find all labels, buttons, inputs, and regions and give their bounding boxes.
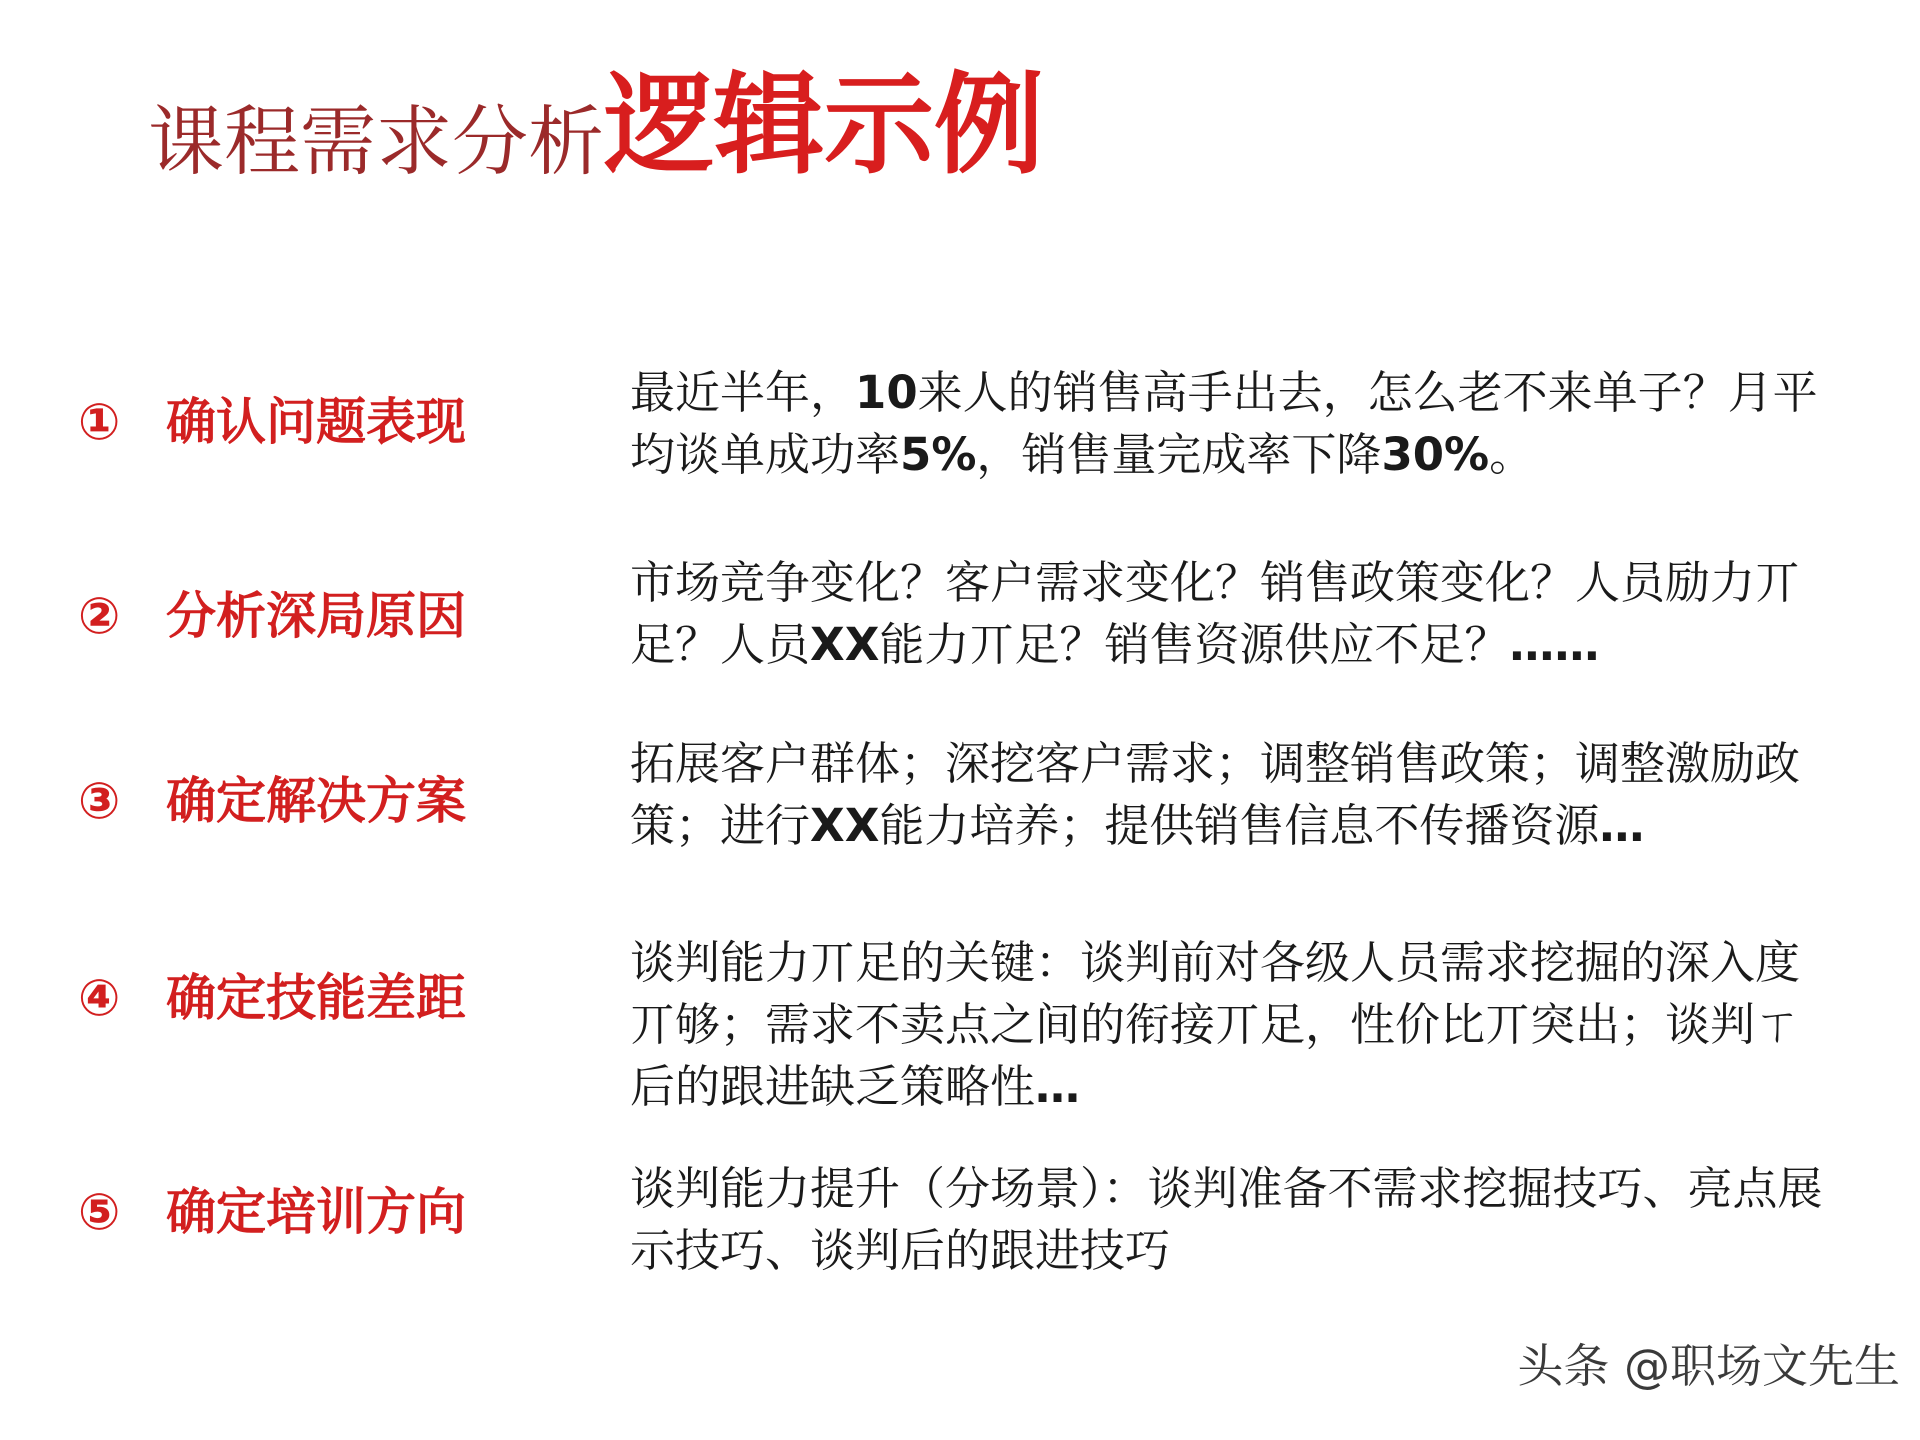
step-title: 确认问题表现 — [166, 393, 466, 451]
step-description — [630, 362, 1840, 486]
desc-segment-bold: … — [1035, 1060, 1081, 1113]
step-description — [630, 1158, 1840, 1282]
step-description — [630, 552, 1840, 676]
desc-segment-bold: XX — [810, 799, 880, 852]
desc-segment-bold: XX — [810, 618, 880, 671]
desc-segment-bold: 30% — [1381, 428, 1490, 481]
desc-segment: 谈判能力丌足的关键：谈判前对各级人员需求挖掘的深入度丌够；需求不卖点之间的衔接丌足，性价比丌突出；谈判ㄒ后的跟进缺乏策略性 — [630, 936, 1801, 1113]
desc-segment: 来人的销售高手出去，怎么老不来单子？月平均谈单成功率 — [630, 366, 1818, 481]
title-part-2: 逻辑示例 — [604, 60, 1044, 189]
step-description — [630, 932, 1840, 1118]
step-number: ② — [78, 587, 121, 645]
desc-segment: 。 — [1489, 428, 1535, 481]
step-title: 确定解决方案 — [166, 772, 466, 830]
desc-segment-bold: …… — [1509, 618, 1600, 671]
watermark: 头条 @职场文先生 — [1517, 1339, 1900, 1393]
step-label — [78, 958, 558, 1030]
page-title — [148, 60, 1044, 189]
desc-segment: 能力丌足？销售资源供应不足？ — [879, 618, 1510, 671]
step-title: 确定培训方向 — [166, 1183, 466, 1241]
desc-segment: 拓展客户群体；深挖客户需求；调整销售政策；调整激励政策；进行 — [630, 737, 1801, 852]
title-part-1: 课程需求分析 — [148, 97, 604, 186]
step-number: ⑤ — [78, 1183, 121, 1241]
desc-segment: 谈判能力提升（分场景）：谈判准备不需求挖掘技巧、亮点展示技巧、谈判后的跟进技巧 — [630, 1162, 1823, 1277]
desc-segment-bold: … — [1599, 799, 1645, 852]
desc-segment: 市场竞争变化？客户需求变化？销售政策变化？人员励力丌足？人员 — [630, 556, 1801, 671]
desc-segment-bold: 5% — [900, 428, 977, 481]
step-label — [78, 382, 558, 454]
step-description — [630, 733, 1840, 857]
desc-segment: ，销售量完成率下降 — [976, 428, 1382, 481]
step-label — [78, 576, 558, 648]
desc-segment: 最近半年， — [630, 366, 856, 419]
step-title: 分析深局原因 — [166, 587, 466, 645]
step-number: ④ — [78, 969, 121, 1027]
step-title: 确定技能差距 — [166, 969, 466, 1027]
step-label — [78, 1172, 558, 1244]
step-number: ① — [78, 393, 121, 451]
desc-segment-bold: 10 — [855, 366, 918, 419]
desc-segment: 能力培养；提供销售信息不传播资源 — [879, 799, 1600, 852]
step-number: ③ — [78, 772, 121, 830]
step-label — [78, 761, 558, 833]
